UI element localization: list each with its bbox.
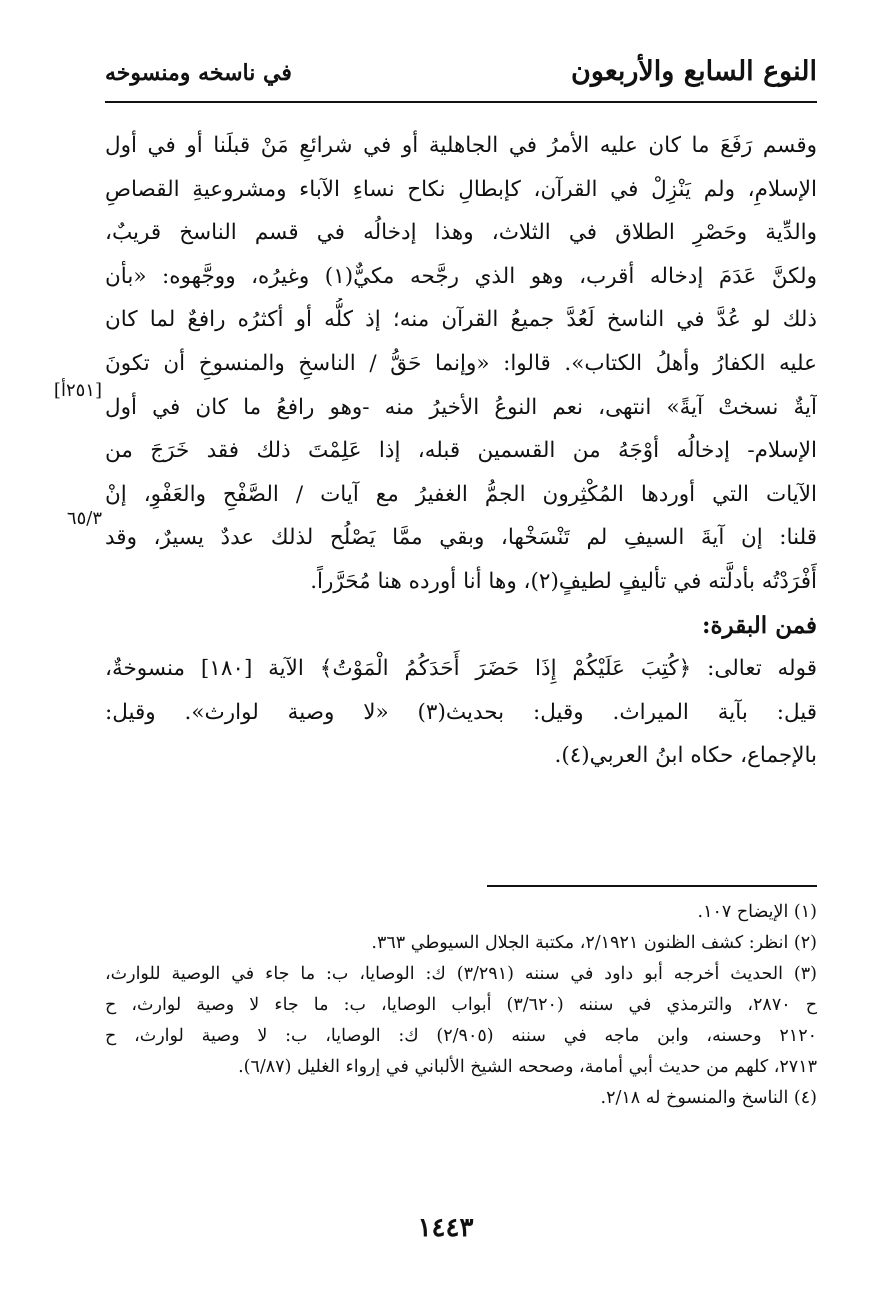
footnote-line: (٢) انظر: كشف الظنون ٢/١٩٢١، مكتبة الجلال السيوطي ٣٦٣. (371, 933, 817, 953)
footnote-separator (487, 885, 817, 887)
text-line: قلنا: إن آيةَ السيفِ لم تَنْسَخْها، وبقي ممَّا يَصْلُح لذلك عددٌ يسيرٌ، وقد (105, 525, 817, 551)
section-title: في ناسخه ومنسوخه (105, 60, 292, 86)
header-rule (105, 101, 817, 103)
text-line: قيل: بآية الميراث. وقيل: بحديث(٣) «لا وصية لوارث». وقيل: (105, 699, 817, 725)
footnote-line: (٤) الناسخ والمنسوخ له ٢/١٨. (600, 1088, 817, 1108)
footnotes (105, 897, 817, 1114)
running-header (105, 52, 817, 98)
page-number: ١٤٤٣ (417, 1213, 474, 1243)
text-line: آيةٌ نسختْ آيةً» انتهى، نعم النوعُ الأخيرُ منه -وهو رافعُ ما كان في أول (105, 394, 817, 420)
text-line: وقسم رَفَعَ ما كان عليه الأمرُ في الجاهلية أو في شرائعِ مَنْ قبلَنا أو في أول (105, 133, 817, 158)
text-line: أَفْرَدْتُه بأدلَّته في تأليفٍ لطيفٍ(٢)، وها أنا أورده هنا مُحَرَّراً. (310, 568, 817, 594)
text-line: الإسلامِ، ولم يَنْزِلْ في القرآن، كإبطالِ نكاح نساءِ الآباء ومشروعيةِ القصاصِ (105, 176, 817, 202)
text-line: قوله تعالى: ﴿كُتِبَ عَلَيْكُمْ إِذَا حَضَرَ أَحَدَكُمُ الْمَوْتُ﴾ الآية [١٨٠] منسوخةٌ، (105, 656, 817, 682)
chapter-title: النوع السابع والأربعون (571, 56, 817, 87)
footnote-line: ح ٢٨٧٠، والترمذي في سننه (٣/٦٢٠) أبواب الوصايا، ب: ما جاء لا وصية لوارث، ح (105, 995, 817, 1015)
footnote-line: ٢١٢٠ وحسنه، وابن ماجه في سننه (٢/٩٠٥) ك: الوصايا، ب: لا وصية لوارث، ح (105, 1026, 817, 1046)
text-line: ذلك لو عُدَّ في الناسخ لَعُدَّ جميعُ القرآن منه؛ إذ كلُّه أو أكثرُه رافعٌ لما كان (105, 307, 817, 333)
section-heading: فمن البقرة: (701, 611, 817, 639)
main-text (105, 124, 817, 778)
text-line: بالإجماع، حكاه ابنُ العربي(٤). (554, 743, 817, 769)
text-line: عليه الكفارُ وأهلُ الكتاب». قالوا: «وإنما حَقُّ / الناسخِ والمنسوخِ أن تكونَ (105, 350, 817, 376)
footnote-line: (٣) الحديث أخرجه أبو داود في سننه (٣/٢٩١) ك: الوصايا، ب: ما جاء في الوصية للوارث، (105, 964, 817, 984)
footnote-line: (١) الإيضاح ١٠٧. (697, 902, 817, 922)
text-line: والدِّية وحَصْرِ الطلاق في الثلاث، وهذا إدخالُه في قسم الناسخ قريبٌ، (105, 220, 817, 246)
footnote-line: ٢٧١٣، كلهم من حديث أبي أمامة، وصححه الشيخ الألباني في إرواء الغليل (٦/٨٧). (238, 1057, 817, 1077)
margin-manuscript-marker: [٢٥١أ] (53, 380, 102, 401)
margin-volume-marker: ٦٥/٣ (66, 508, 102, 529)
text-line: الآيات التي أوردها المُكْثِرون الجمُّ الغفيرُ مع آيات / الصَّفْحِ والعَفْوِ، إنْ (105, 481, 817, 507)
text-line: ولكنَّ عَدَمَ إدخاله أقرب، وهو الذي رجَّحه مكيٌّ(١) وغيرُه، ووجَّهوه: «بأن (105, 263, 817, 289)
text-line: الإسلام- إدخالُه أوْجَهُ من القسمين قبله، إذا عَلِمْتَ ذلك فقد خَرَجَ من (105, 438, 817, 464)
